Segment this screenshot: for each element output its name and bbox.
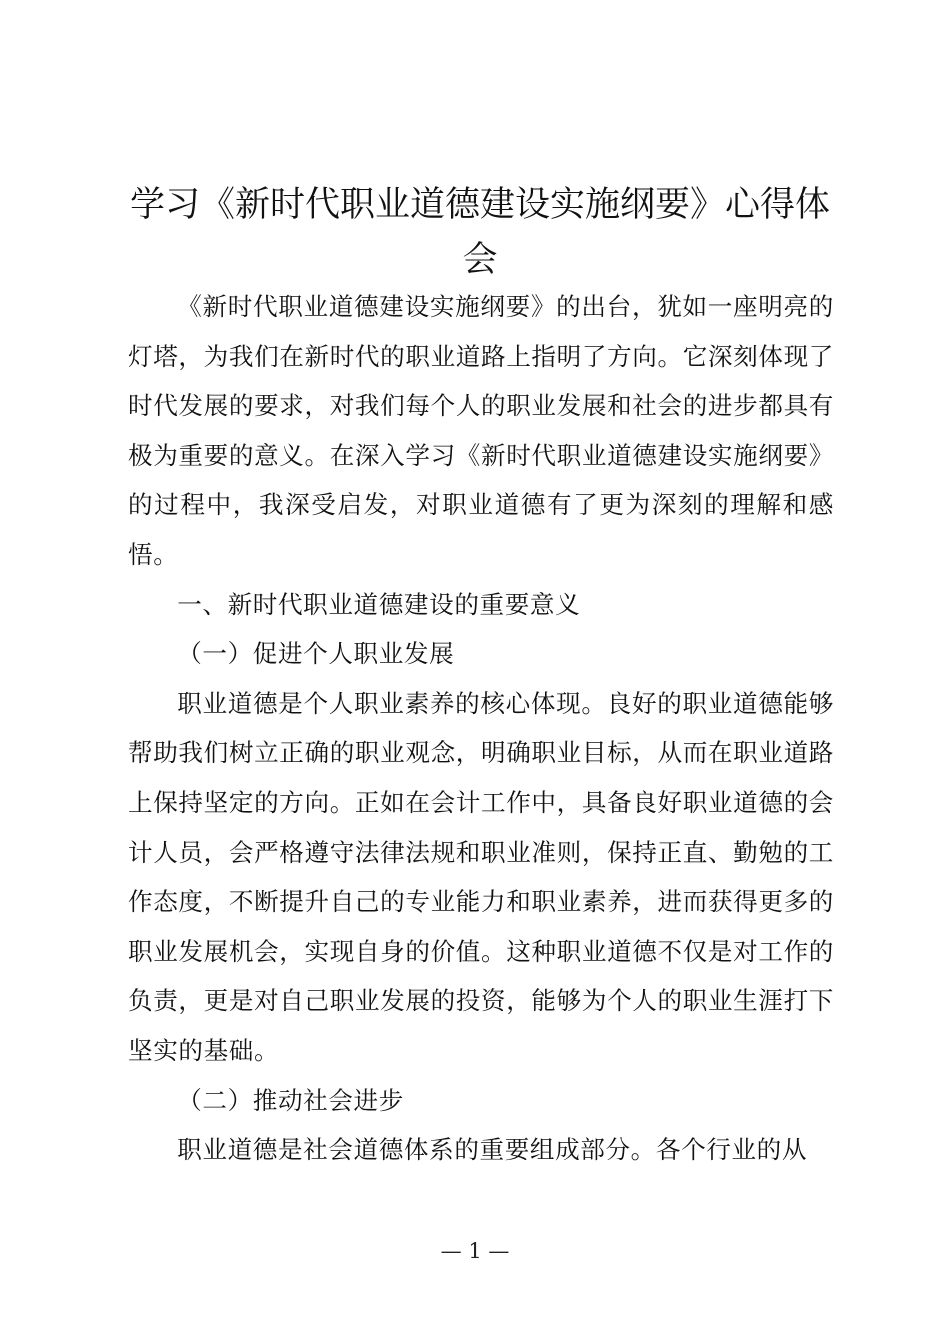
subsection-heading-2: （二）推动社会进步 [177, 1085, 404, 1115]
section-heading-1: 一、新时代职业道德建设的重要意义 [177, 589, 581, 619]
page-number: — 1 — [440, 1239, 510, 1263]
subsection-heading-1: （一）促进个人职业发展 [177, 639, 455, 669]
intro-paragraph: 《新时代职业道德建设实施纲要》的出台，犹如一座明亮的灯塔，为我们在新时代的职业道路上指明了方向。它深刻体现了时代发展的要求，对我们每个人的职业发展和社会的进步都具有极为重要的意义。在深入学习《新时代职业道德建设实施纲要》的过程中，我深受启发，对职业道德有了更为深刻的理解和感悟。 [128, 292, 834, 569]
document-body [128, 282, 834, 1175]
body-paragraph-1: 职业道德是个人职业素养的核心体现。良好的职业道德能够帮助我们树立正确的职业观念，明确职业目标，从而在职业道路上保持坚定的方向。正如在会计工作中，具备良好职业道德的会计人员，会严格遵守法律法规和职业准则，保持正直、勤勉的工作态度，不断提升自己的专业能力和职业素养，进而获得更多的职业发展机会，实现自身的价值。这种职业道德不仅是对工作的负责，更是对自己职业发展的投资，能够为个人的职业生涯打下坚实的基础。 [128, 688, 834, 1065]
body-paragraph-2: 职业道德是社会道德体系的重要组成部分。各个行业的从 [177, 1135, 808, 1165]
document-title: 学习《新时代职业道德建设实施纲要》心得体会 [129, 185, 830, 280]
